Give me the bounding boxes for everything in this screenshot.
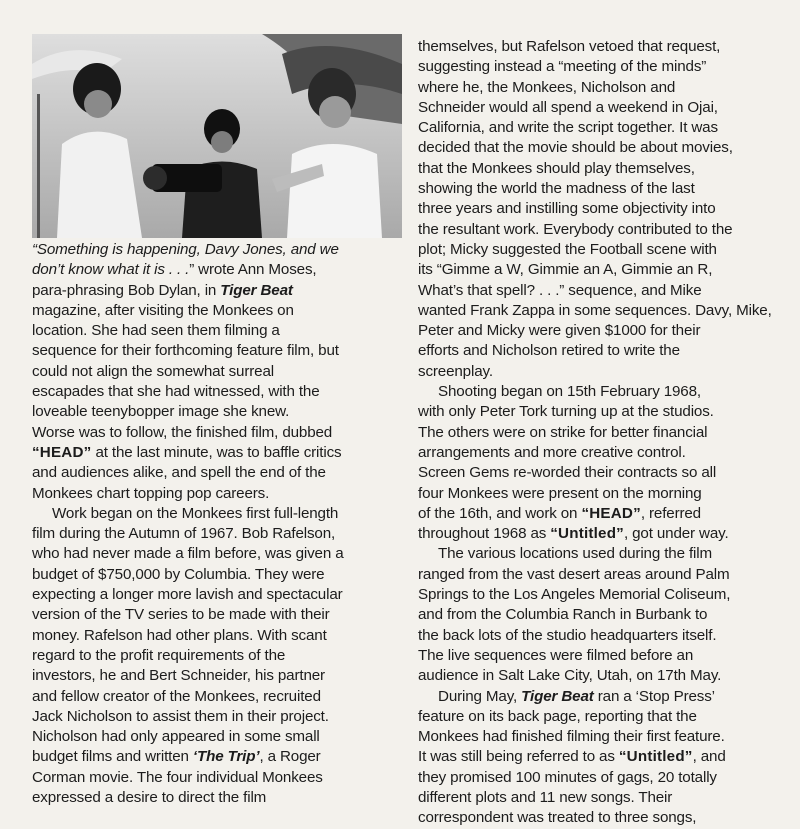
text-line: feature on its back page, reporting that the: [418, 707, 697, 725]
text-line: version of the TV series to be made with their: [32, 606, 330, 624]
text-line: ranged from the vast desert areas around Palm: [418, 565, 730, 583]
text-line: plot; Micky suggested the Football scene with: [418, 240, 717, 258]
text-line: the back lots of the studio headquarters itself.: [418, 626, 717, 644]
text-line: para-phrasing Bob Dylan, in Tiger Beat: [32, 281, 293, 299]
text-line: decided that the movie should be about movies,: [418, 139, 733, 157]
text-line: “HEAD” at the last minute, was to baffle critics: [32, 443, 342, 461]
text-line: correspondent was treated to three songs,: [418, 809, 697, 827]
text-line: film during the Autumn of 1967. Bob Rafelson,: [32, 525, 336, 543]
text-line: location. She had seen them filming a: [32, 322, 280, 340]
text-line: regard to the profit requirements of the: [32, 646, 286, 664]
text-line: Jack Nicholson to assist them in their project.: [32, 707, 329, 725]
film-title: “HEAD”: [581, 504, 641, 522]
text-line: they promised 100 minutes of gags, 20 totally: [418, 768, 717, 786]
text-line: three years and instilling some objectivity into: [418, 200, 716, 218]
text-line: different plots and 11 new songs. Their: [418, 788, 673, 806]
text-line: Monkees had finished filming their first feature.: [418, 728, 725, 746]
text-line: magazine, after visiting the Monkees on: [32, 301, 294, 319]
text-line: Nicholson had only appeared in some small: [32, 728, 320, 746]
text-line: What’s that spell? . . .” sequence, and Mike: [418, 281, 702, 299]
text-line: where he, the Monkees, Nicholson and: [418, 78, 676, 96]
text-line: Peter and Micky were given $1000 for their: [418, 322, 701, 340]
text-line: Springs to the Los Angeles Memorial Coliseum,: [418, 586, 731, 604]
film-title: “HEAD”: [32, 443, 92, 461]
text-line: It was still being referred to as “Untitled”, and: [418, 748, 726, 766]
text-line: throughout 1968 as “Untitled”, got under way.: [418, 525, 729, 543]
text-line: The others were on strike for better financial: [418, 423, 708, 441]
text-line: investors, he and Bert Schneider, his partner: [32, 667, 325, 685]
text-line: Schneider would all spend a weekend in Ojai,: [418, 98, 718, 116]
movie-title: ‘The Trip’: [192, 748, 260, 766]
text-line: efforts and Nicholson retired to write the: [418, 342, 680, 360]
text-line: of the 16th, and work on “HEAD”, referred: [418, 504, 701, 522]
text-line: budget of $750,000 by Columbia. They were: [32, 565, 325, 583]
text-line: showing the world the madness of the last: [418, 180, 695, 198]
film-set-photo: [32, 34, 402, 238]
text-line: Shooting began on 15th February 1968,: [438, 383, 701, 401]
text-line: arrangements and more creative control.: [418, 443, 686, 461]
left-column: [32, 240, 412, 808]
magazine-title: Tiger Beat: [220, 281, 293, 299]
text-line: California, and write the script together. It was: [418, 119, 718, 137]
magazine-title: Tiger Beat: [521, 687, 594, 705]
text-line: and from the Columbia Ranch in Burbank to: [418, 606, 708, 624]
text-line: Corman movie. The four individual Monkees: [32, 768, 323, 786]
text-line: four Monkees were present on the morning: [418, 484, 702, 502]
text-line: money. Rafelson had other plans. With scant: [32, 626, 327, 644]
text-line: “Something is happening, Davy Jones, and we: [32, 241, 339, 258]
text-line: Work began on the Monkees first full-length: [52, 504, 339, 522]
text-line: expecting a longer more lavish and spectacular: [32, 586, 343, 604]
text-line: themselves, but Rafelson vetoed that request,: [418, 38, 721, 55]
text-line: During May, Tiger Beat ran a ‘Stop Press’: [438, 687, 715, 705]
working-title: “Untitled”: [618, 748, 693, 766]
text-line: Monkees chart topping pop careers.: [32, 484, 270, 502]
text-line: sequence for their forthcoming feature film, but: [32, 342, 339, 360]
text-line: could not align the somewhat surreal: [32, 362, 274, 380]
text-line: audience in Salt Lake City, Utah, on 17th May.: [418, 667, 722, 685]
working-title: “Untitled”: [550, 525, 624, 543]
text-line: Worse was to follow, the finished film, dubbed: [32, 423, 333, 441]
text-line: the resultant work. Everybody contributed to the: [418, 220, 733, 238]
text-line: with only Peter Tork turning up at the studios.: [418, 403, 714, 421]
text-line: don’t know what it is . . .” wrote Ann Moses,: [32, 261, 317, 279]
text-line: who had never made a film before, was given a: [32, 545, 344, 563]
text-line: loveable teenybopper image she knew.: [32, 403, 290, 421]
text-line: wanted Frank Zappa in some sequences. Davy, Mike,: [418, 301, 772, 319]
text-line: The live sequences were filmed before an: [418, 646, 694, 664]
text-line: escapades that she had witnessed, with the: [32, 383, 320, 401]
text-line: screenplay.: [418, 362, 493, 380]
text-line: The various locations used during the film: [438, 545, 712, 563]
text-line: budget films and written ‘The Trip’, a Roger: [32, 748, 321, 766]
text-line: Screen Gems re-worded their contracts so all: [418, 464, 717, 482]
photo-filming-scene-icon: [32, 34, 402, 238]
text-line: that the Monkees should play themselves,: [418, 159, 695, 177]
right-column: [418, 37, 793, 829]
text-line: its “Gimme a W, Gimmie an A, Gimmie an R,: [418, 261, 713, 279]
text-line: and fellow creator of the Monkees, recruited: [32, 687, 321, 705]
text-line: and audiences alike, and spell the end of the: [32, 464, 326, 482]
text-line: expressed a desire to direct the film: [32, 789, 267, 807]
text-line: suggesting instead a “meeting of the minds”: [418, 58, 707, 76]
